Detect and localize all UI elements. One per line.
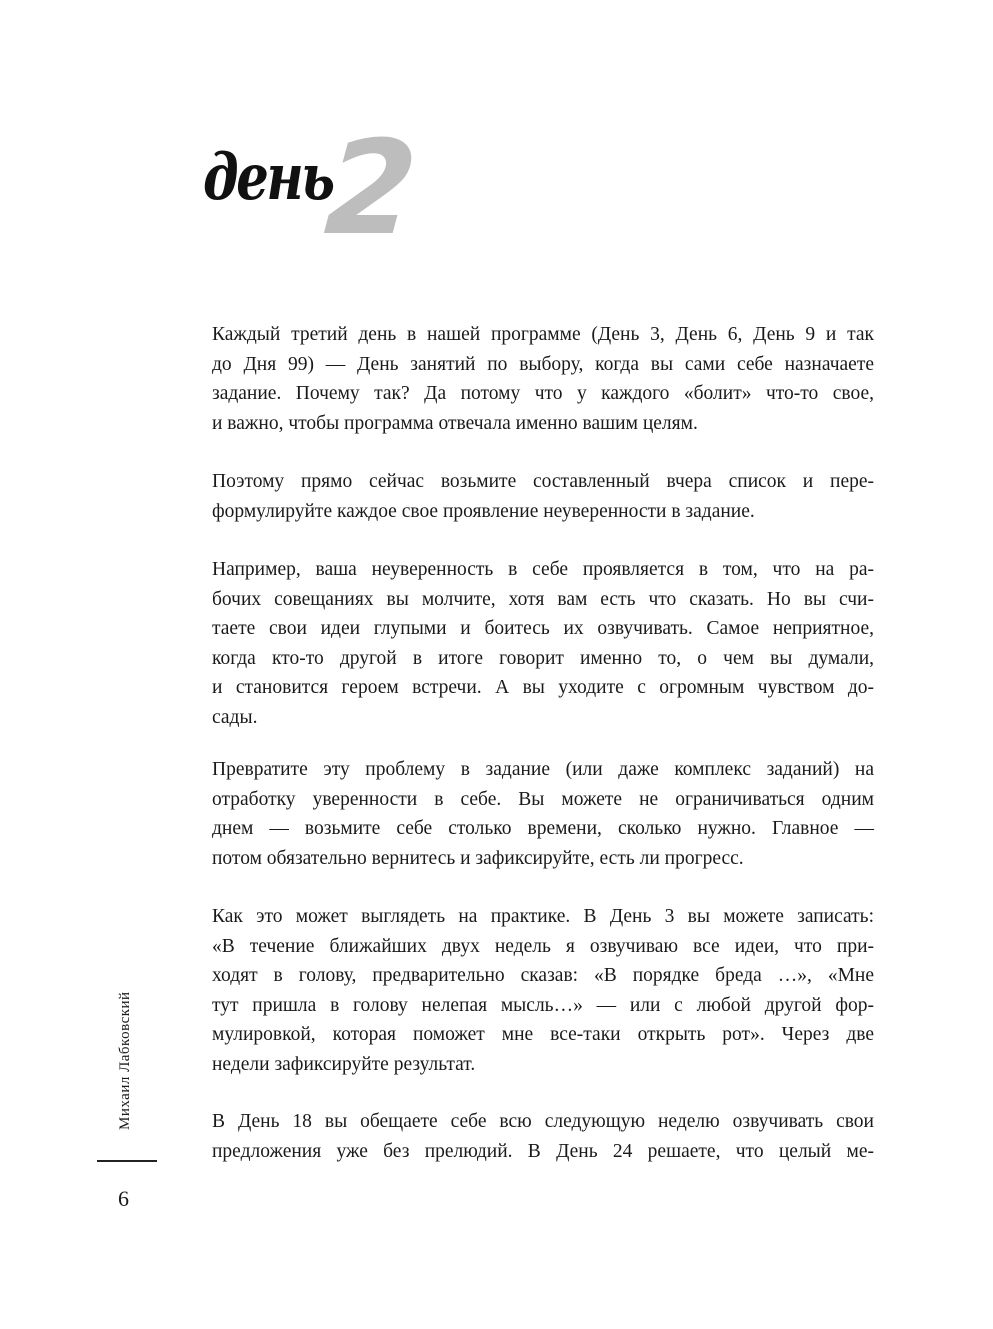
text-line: когда кто-то другой в итоге говорит именно то, о чем вы думали,: [212, 647, 874, 669]
text-line: Как это может выглядеть на практике. В День 3 вы можете записать:: [212, 906, 874, 927]
text-line: В День 18 вы обещаете себе всю следующую неделю озвучивать свои: [212, 1111, 874, 1132]
text-line: задание. Почему так? Да потому что у каждого «болит» что-то свое,: [212, 383, 874, 404]
paragraph: [212, 1107, 874, 1166]
chapter-heading-word: день: [203, 140, 333, 215]
text-line: таете свои идеи глупыми и боитесь их озвучивать. Самое неприятное,: [212, 618, 874, 639]
text-line: формулируйте каждое свое проявление неуверенности в задание.: [212, 500, 755, 522]
text-line: Превратите эту проблему в задание (или даже комплекс заданий) на: [212, 759, 874, 780]
text-line: тут пришла в голову нелепая мысль…» — или с любой другой фор-: [212, 994, 874, 1016]
text-line: сады.: [212, 706, 258, 728]
paragraph: [212, 902, 874, 1079]
text-line: мулировкой, которая поможет мне все-таки открыть рот». Через две: [212, 1024, 874, 1045]
text-line: Поэтому прямо сейчас возьмите составленный вчера список и пере-: [212, 471, 874, 492]
chapter-number: 2: [320, 112, 422, 264]
text-line: днем — возьмите себе столько времени, сколько нужно. Главное —: [212, 818, 874, 839]
text-line: потом обязательно вернитесь и зафиксируйте, есть ли прогресс.: [212, 847, 744, 869]
footer-rule: [97, 1160, 157, 1162]
text-line: и важно, чтобы программа отвечала именно вашим целям.: [212, 412, 698, 434]
text-line: отработку уверенности в себе. Вы можете не ограничиваться одним: [212, 788, 874, 810]
text-line: недели зафиксируйте результат.: [212, 1053, 476, 1075]
paragraph: [212, 467, 874, 526]
paragraph: [212, 755, 874, 873]
paragraph: [212, 555, 874, 732]
running-author: Михаил Лабковский: [117, 991, 133, 1130]
text-line: Каждый третий день в нашей программе (День 3, День 6, День 9 и так: [212, 324, 874, 345]
text-line: предложения уже без прелюдий. В День 24 решаете, что целый ме-: [212, 1140, 874, 1162]
text-line: до Дня 99) — День занятий по выбору, когда вы сами себе назначаете: [212, 353, 874, 375]
paragraph: [212, 320, 874, 438]
text-line: бочих совещаниях вы молчите, хотя вам есть что сказать. Но вы счи-: [212, 588, 874, 610]
text-line: Например, ваша неуверенность в себе проявляется в том, что на ра-: [212, 559, 874, 580]
text-line: «В течение ближайших двух недель я озвучиваю все идеи, что при-: [212, 935, 874, 957]
text-line: ходят в голову, предварительно сказав: «В порядке бреда …», «Мне: [212, 965, 874, 986]
text-line: и становится героем встречи. А вы уходите с огромным чувством до-: [212, 677, 874, 698]
page-number: 6: [118, 1186, 129, 1211]
